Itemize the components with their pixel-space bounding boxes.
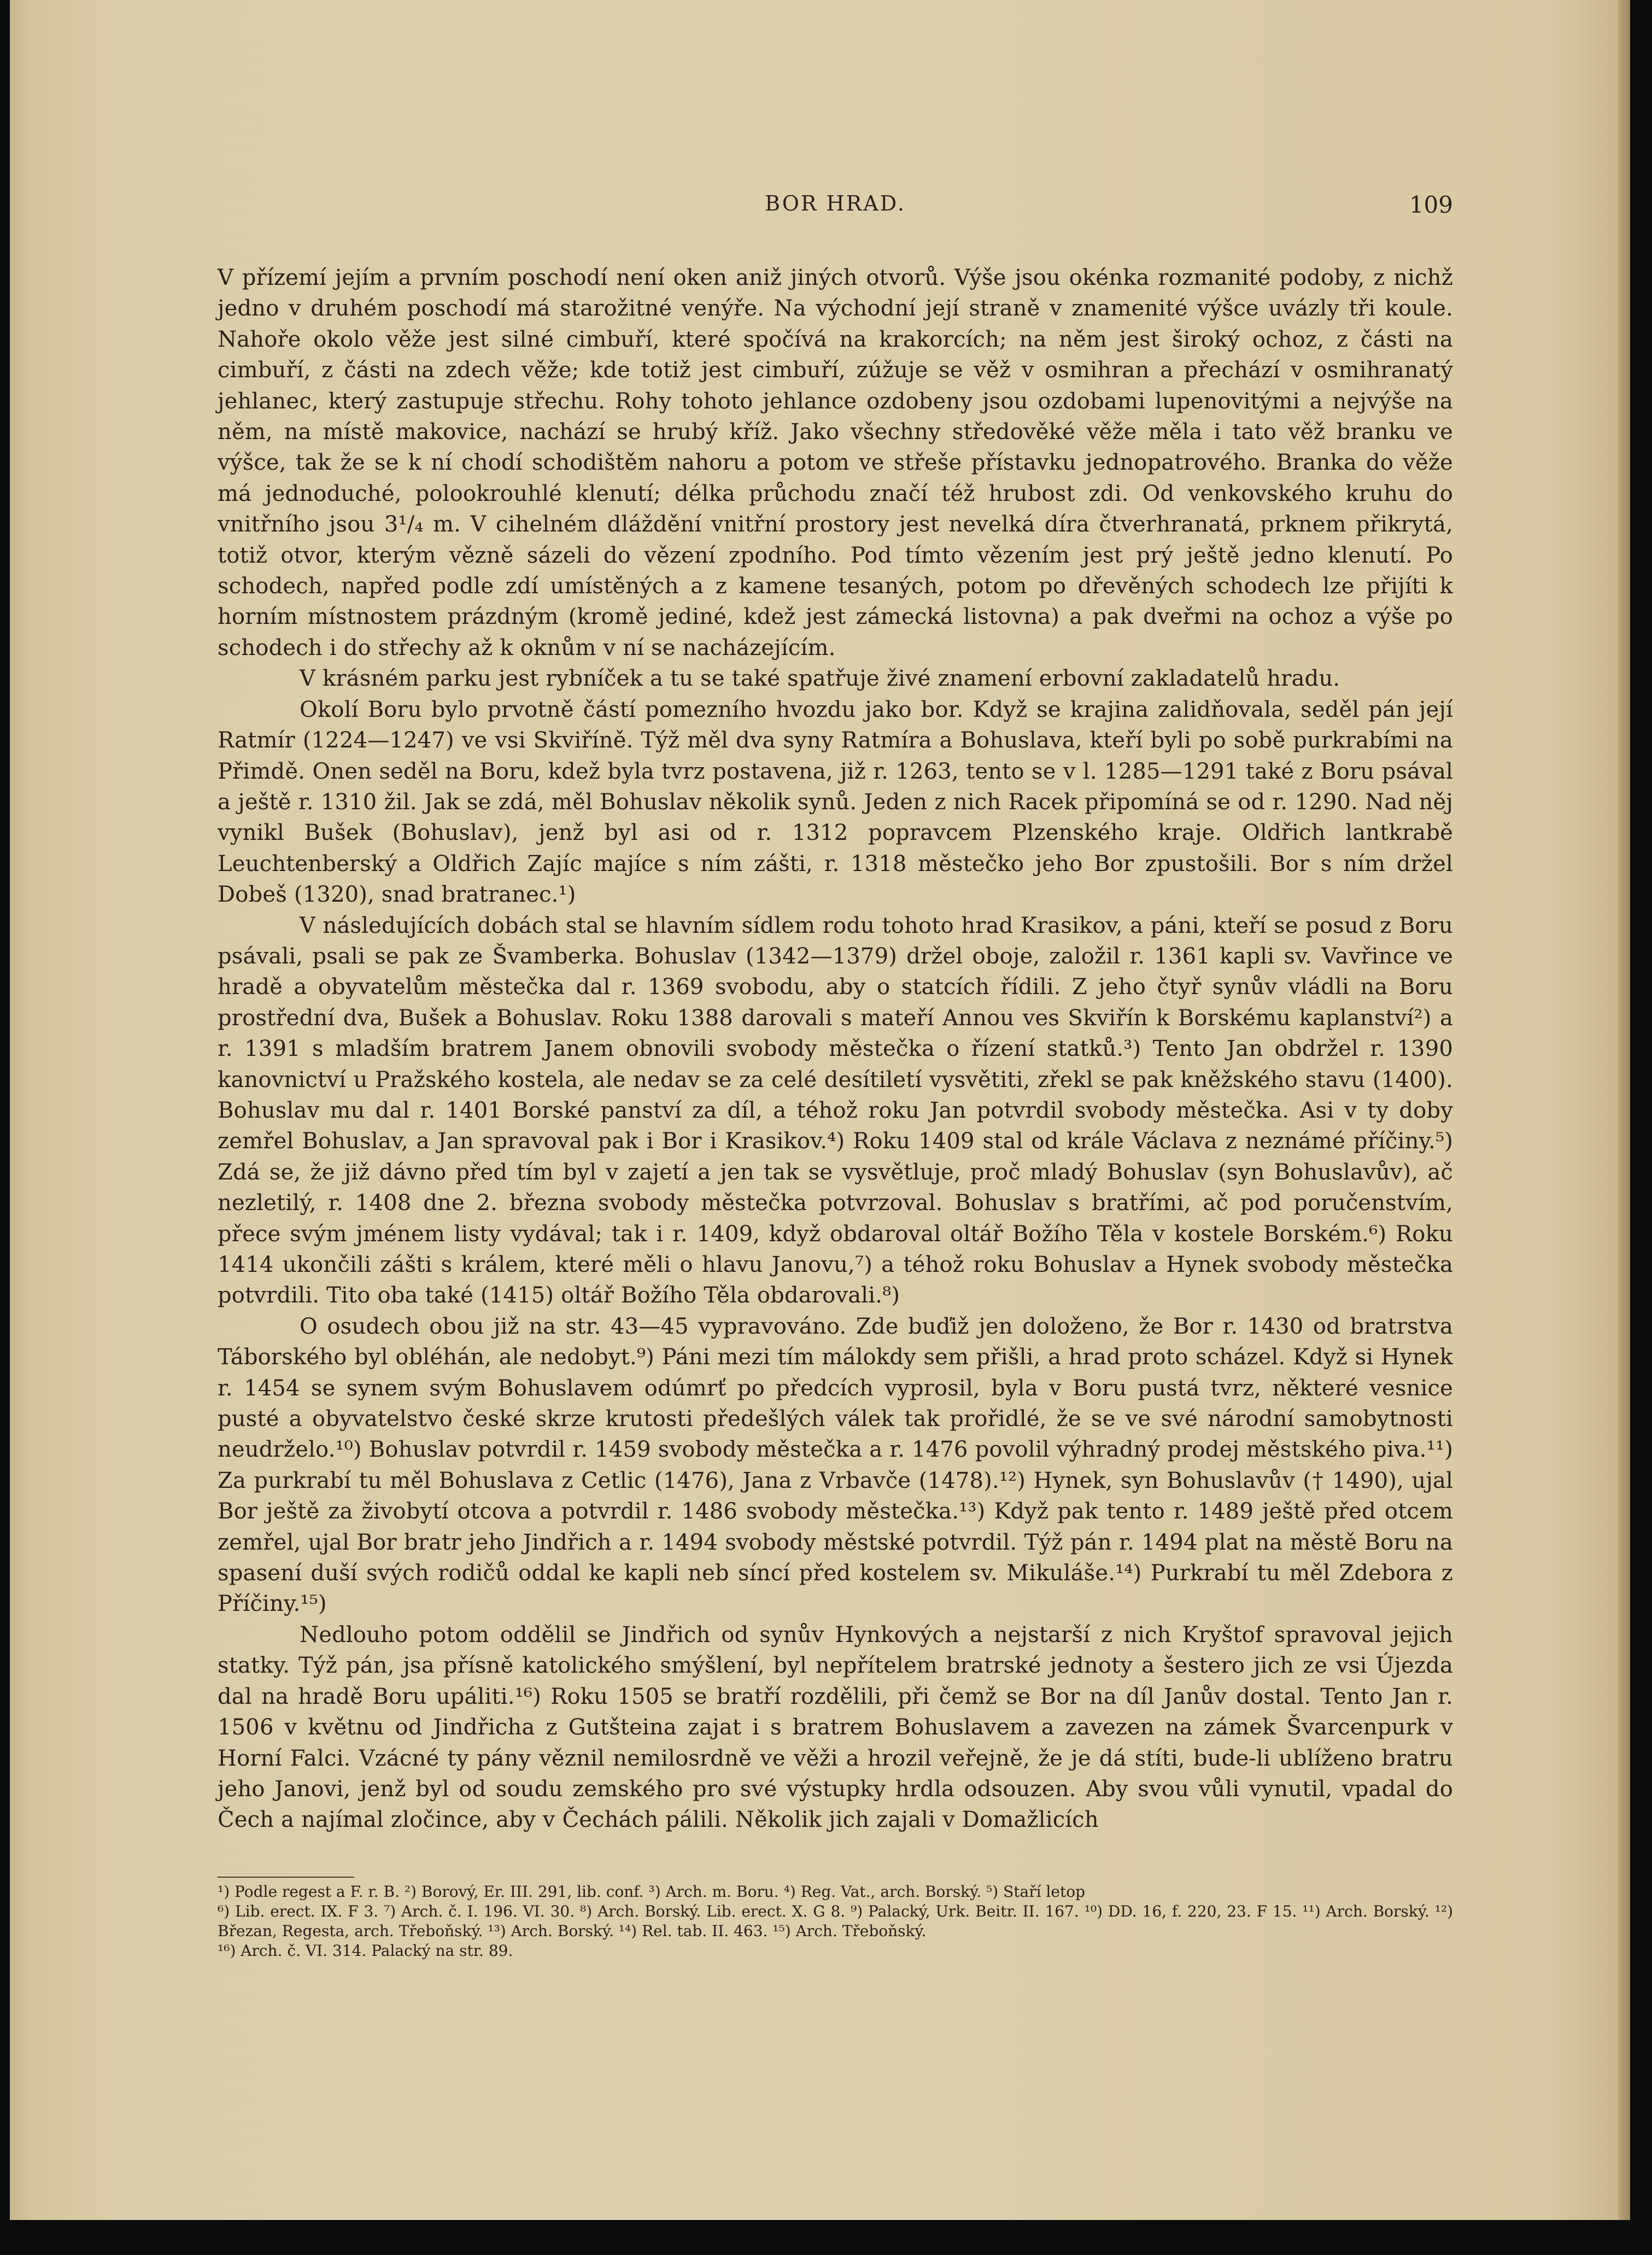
- paragraph: V následujících dobách stal se hlavním sídlem rodu tohoto hrad Krasikov, a páni, kteří se posud z Boru psávali, psali se pak ze Švamberka. Bohuslav (1342—1379) držel oboje, založil r. 1361 kapli sv. Vavřince ve hradě a obyvatelům městečka dal r. 1369 svobodu, aby o statcích řídili. Z jeho čtyř synův vládli na Boru prostřední dva, Bušek a Bohuslav. Roku 1388 darovali s mateří Annou ves Skviřín k Borskému kaplanství²) a r. 1391 s mladším bratrem Janem obnovili svobody městečka o řízení statků.³) Tento Jan obdržel r. 1390 kanovnictví u Pražského kostela, ale nedav se za celé desítiletí vysvětiti, zřekl se pak kněžského stavu (1400). Bohuslav mu dal r. 1401 Borské panství za díl, a téhož roku Jan potvrdil svobody městečka. Asi v ty doby zemřel Bohuslav, a Jan spravoval pak i Bor i Krasikov.⁴) Roku 1409 stal od krále Václava z neznámé příčiny.⁵) Zdá se, že již dávno před tím byl v zajetí a jen tak se vysvětluje, proč mladý Bohuslav (syn Bohuslavův), ač nezletilý, r. 1408 dne 2. března svobody městečka potvrzoval. Bohuslav s bratřími, ač pod poručenstvím, přece svým jménem listy vydával; tak i r. 1409, když obdaroval oltář Božího Těla v kostele Borském.⁶) Roku 1414 ukončili zášti s králem, které měli o hlavu Janovu,⁷) a téhož roku Bohuslav a Hynek svobody městečka potvrdili. Tito oba také (1415) oltář Božího Těla obdarovali.⁸): [218, 913, 1453, 1308]
- paragraph: Nedlouho potom oddělil se Jindřich od synův Hynkových a nejstarší z nich Kryštof spravoval jejich statky. Týž pán, jsa přísně katolického smýšlení, byl nepřítelem bratrské jednoty a šestero jich ze vsi Újezda dal na hradě Boru upáliti.¹⁶) Roku 1505 se bratří rozdělili, při čemž se Bor na díl Janův dostal. Tento Jan r. 1506 v květnu od Jindřicha z Gutšteina zajat i s bratrem Bohuslavem a zavezen na zámek Švarcenpurk v Horní Falci. Vzácné ty pány věznil nemilosrdně ve věži a hrozil veřejně, že je dá stíti, bude-li ublíženo bratru jeho Janovi, jenž byl od soudu zemského pro své výstupky hrdla odsouzen. Aby svou vůli vynutil, vpadal do Čech a najímal zločince, aby v Čechách pálili. Několik jich zajali v Domažlicích: [218, 1622, 1453, 1833]
- footnote-line: ¹) Podle regest a F. r. B. ²) Borový, Er. III. 291, lib. conf. ³) Arch. m. Boru. ⁴) Reg. Vat., arch. Borský. ⁵) Staří letop: [218, 1883, 1085, 1901]
- body-text: [218, 262, 1453, 1836]
- paragraph: V přízemí jejím a prvním poschodí není oken aniž jiných otvorů. Výše jsou okénka rozmanité podoby, z nichž jedno v druhém poschodí má starožitné venýře. Na východní její straně v znamenité výšce uvázly tři koule. Nahoře okolo věže jest silné cimbuří, které spočívá na krakorcích; na něm jest široký ochoz, z části na cimbuří, z části na zdech věže; kde totiž jest cimbuří, zúžuje se věž v osmihran a přechází v osmihranatý jehlanec, který zastupuje střechu. Rohy tohoto jehlance ozdobeny jsou ozdobami lupenovitými a nejvýše na něm, na místě makovice, nachází se hrubý kříž. Jako všechny středověké věže měla i tato věž branku ve výšce, tak že se k ní chodí schodištěm nahoru a potom ve střeše přístavku jednopatrového. Branka do věže má jednoduché, polookrouhlé klenutí; délka průchodu značí též hrubost zdi. Od venkovského kruhu do vnitřního jsou 3¹/₄ m. V cihelném dláždění vnitřní prostory jest nevelká díra čtverhranatá, prknem přikrytá, totiž otvor, kterým vězně sázeli do vězení zpodního. Pod tímto vězením jest prý ještě jedno klenutí. Po schodech, napřed podle zdí umístěných a z kamene tesaných, potom po dřevěných schodech lze přijíti k horním místnostem prázdným (kromě jediné, kdež jest zámecká listovna) a pak dveřmi na ochoz a výše po schodech i do střechy až k oknům v ní se nacházejícím.: [218, 265, 1453, 661]
- paragraph: O osudech obou již na str. 43—45 vypravováno. Zde buďiž jen doloženo, že Bor r. 1430 od bratrstva Táborského byl obléhán, ale nedobyt.⁹) Páni mezi tím málokdy sem přišli, a hrad proto scházel. Když si Hynek r. 1454 se synem svým Bohuslavem odúmrť po předcích vyprosil, byla v Boru pustá tvrz, některé vesnice pusté a obyvatelstvo české skrze krutosti předešlých válek tak prořidlé, že se ve své národní samobytnosti neudrželo.¹⁰) Bohuslav potvrdil r. 1459 svobody městečka a r. 1476 povolil výhradný prodej městského piva.¹¹) Za purkrabí tu měl Bohuslava z Cetlic (1476), Jana z Vrbavče (1478).¹²) Hynek, syn Bohuslavův († 1490), ujal Bor ještě za živobytí otcova a potvrdil r. 1486 svobody městečka.¹³) Když pak tento r. 1489 ještě před otcem zemřel, ujal Bor bratr jeho Jindřich a r. 1494 svobody městské potvrdil. Týž pán r. 1494 plat na městě Boru na spasení duší svých rodičů oddal ke kapli neb síncí před kostelem sv. Mikuláše.¹⁴) Purkrabí tu měl Zdebora z Příčiny.¹⁵): [218, 1313, 1453, 1617]
- book-page: [10, 0, 1630, 2220]
- page-header: [218, 191, 1453, 224]
- footnotes: [218, 1882, 1453, 1961]
- paragraph: V krásném parku jest rybníček a tu se také spatřuje živé znamení erbovní zakladatelů hradu.: [300, 666, 1340, 692]
- page-number: 109: [1409, 191, 1453, 218]
- running-head: BOR HRAD.: [765, 191, 906, 215]
- footnote-divider: [218, 1877, 354, 1878]
- paragraph: Okolí Boru bylo prvotně částí pomezního hvozdu jako bor. Když se krajina zalidňovala, seděl pán její Ratmír (1224—1247) ve vsi Skviříně. Týž měl dva syny Ratmíra a Bohuslava, kteří byli po sobě purkrabími na Přimdě. Onen seděl na Boru, kdež byla tvrz postavena, již r. 1263, tento se v l. 1285—1291 také z Boru psával a ještě r. 1310 žil. Jak se zdá, měl Bohuslav několik synů. Jeden z nich Racek připomíná se od r. 1290. Nad něj vynikl Bušek (Bohuslav), jenž byl asi od r. 1312 popravcem Plzenského kraje. Oldřich lantkrabě Leuchtenberský a Oldřich Zajíc majíce s ním zášti, r. 1318 městečko jeho Bor zpustošili. Bor s ním držel Dobeš (1320), snad bratranec.¹): [218, 697, 1453, 908]
- footnote-line: ¹⁶) Arch. č. VI. 314. Palacký na str. 89.: [218, 1942, 513, 1960]
- footnote-line: ⁶) Lib. erect. IX. F 3. ⁷) Arch. č. I. 196. VI. 30. ⁸) Arch. Borský. Lib. erect. X. G 8. ⁹) Palacký, Urk. Beitr. II. 167. ¹⁰) DD. 16, f. 220, 23. F 15. ¹¹) Arch. Borský. ¹²) Březan, Regesta, arch. Třeboňský. ¹³) Arch. Borský. ¹⁴) Rel. tab. II. 463. ¹⁵) Arch. Třeboňský.: [218, 1902, 1453, 1940]
